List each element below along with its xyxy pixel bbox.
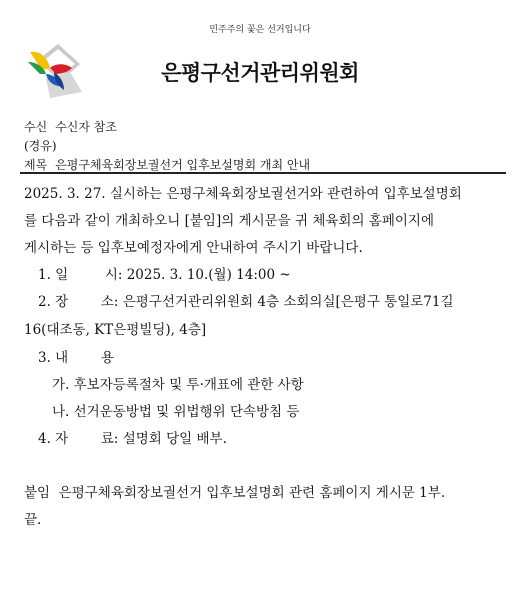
item-materials-text: 설명회 당일 배부. bbox=[122, 431, 227, 447]
header-divider bbox=[20, 172, 506, 174]
end-mark: 끝. bbox=[24, 512, 42, 528]
subject-value: 은평구체육회장보궐선거 입후보설명회 개최 안내 bbox=[55, 158, 311, 172]
subitem-na: 나. 선거운동방법 및 위법행위 단속방침 등 bbox=[52, 404, 300, 420]
item-content bbox=[38, 346, 114, 366]
subitem-ga: 가. 후보자등록절차 및 투·개표에 관한 사항 bbox=[52, 377, 304, 393]
item-materials-num: 4. 자 bbox=[38, 431, 69, 447]
recipient-row bbox=[24, 118, 117, 135]
item-place-num: 2. 장 bbox=[38, 294, 69, 310]
subject-label: 제목 bbox=[24, 158, 48, 172]
via-row: (경유) bbox=[24, 139, 57, 153]
item-place-text: 은평구선거관리위원회 4층 소회의실[은평구 통일로71길 bbox=[122, 294, 454, 310]
item-date-text: 2025. 3. 10.(월) 14:00 ~ bbox=[126, 267, 291, 283]
item-content-label: 용 bbox=[100, 350, 114, 366]
recipient-label: 수신 bbox=[24, 120, 48, 134]
item-content-num: 3. 내 bbox=[38, 350, 69, 366]
intro-line-1: 2025. 3. 27. 실시하는 은평구체육회장보궐선거와 관련하여 입후보설명회 bbox=[24, 186, 462, 202]
item-materials-label: 료: bbox=[100, 431, 119, 447]
item-date-num: 1. 일 bbox=[38, 267, 69, 283]
intro-line-2: 를 다음과 같이 개최하오니 [붙임]의 게시문을 귀 체육회의 홈페이지에 bbox=[24, 213, 435, 229]
org-name: 은평구선거관리위원회 bbox=[161, 60, 359, 85]
slogan: 민주주의 꽃은 선거입니다 bbox=[209, 25, 311, 35]
item-place-continued: 16(대조동, KT은평빌딩), 4층] bbox=[24, 322, 207, 338]
item-place bbox=[38, 290, 454, 310]
item-materials bbox=[38, 427, 227, 447]
item-date-label: 시: bbox=[104, 267, 123, 283]
intro-line-3: 게시하는 등 입후보예정자에게 안내하여 주시기 바랍니다. bbox=[24, 240, 363, 256]
attachment-line: 붙임 은평구체육회장보궐선거 입후보설명회 관련 홈페이지 게시문 1부. bbox=[24, 485, 446, 501]
recipient-value: 수신자 참조 bbox=[55, 120, 117, 134]
subject-row bbox=[24, 156, 310, 173]
item-place-label: 소: bbox=[100, 294, 119, 310]
item-date bbox=[38, 263, 291, 283]
